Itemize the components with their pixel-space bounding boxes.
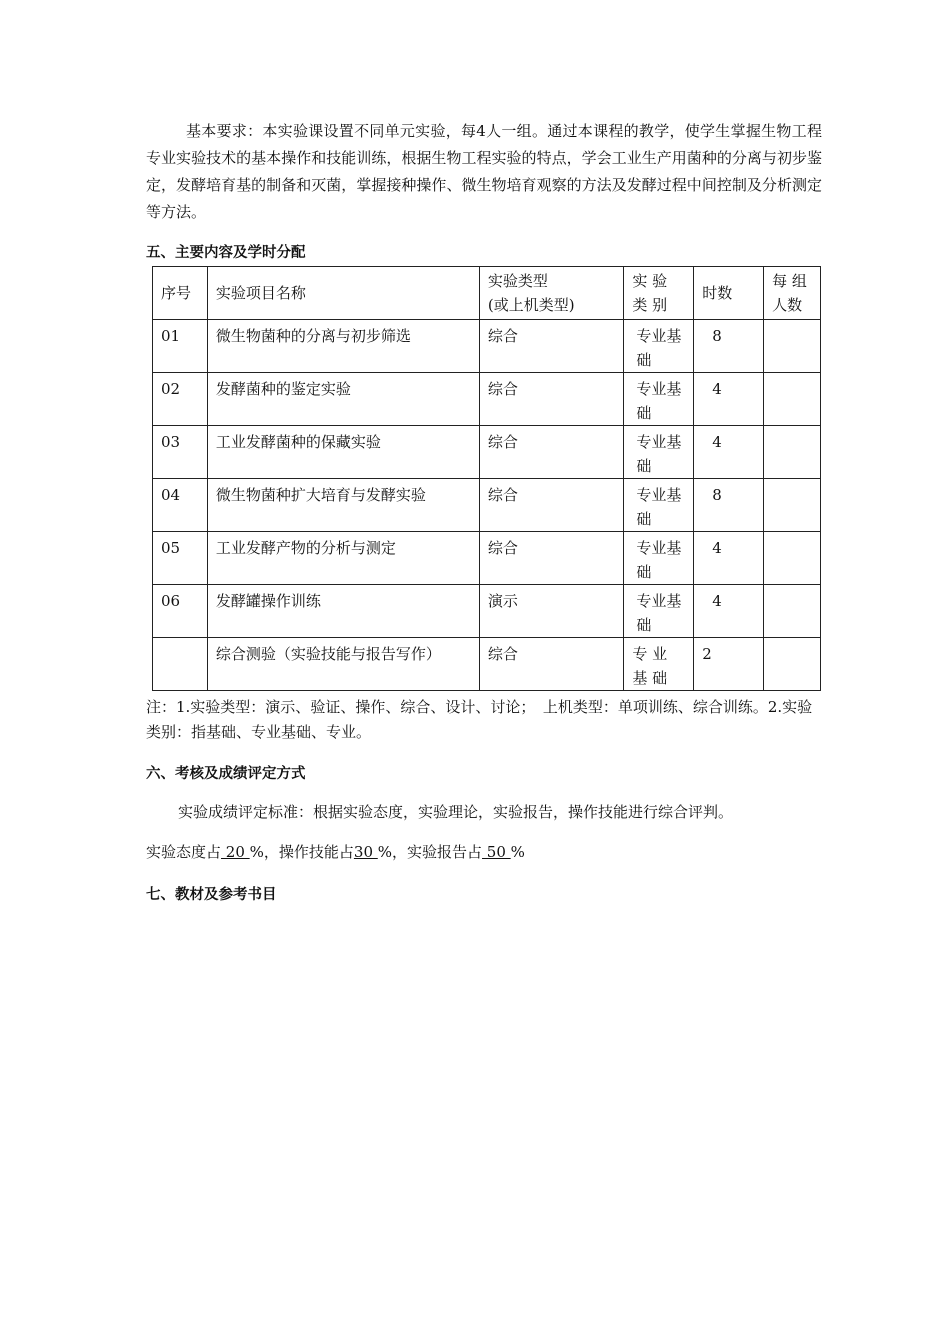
- cell-category: 专业基础: [624, 426, 694, 479]
- cell-group: [764, 532, 821, 585]
- header-name: 实验项目名称: [207, 267, 479, 320]
- section7-heading: 七、教材及参考书目: [146, 887, 277, 903]
- cell-type: 综合: [479, 638, 624, 691]
- cell-group: [764, 320, 821, 373]
- cell-seq: 01: [153, 320, 208, 373]
- cell-hours: 8: [694, 320, 764, 373]
- grading-criteria: 实验成绩评定标准：根据实验态度，实验理论，实验报告，操作技能进行综合评判。: [178, 803, 734, 821]
- percent-sign: %: [510, 843, 525, 861]
- attitude-label: 实验态度占: [146, 843, 222, 861]
- cell-group: [764, 426, 821, 479]
- cell-seq: 04: [153, 479, 208, 532]
- cell-type: 综合: [479, 532, 624, 585]
- table-row: [153, 373, 821, 426]
- report-value: 50: [482, 843, 511, 861]
- basic-requirements-paragraph: 基本要求：本实验课设置不同单元实验，每4人一组。通过本课程的教学，使学生掌握生物工程专业实验技术的基本操作和技能训练，根据生物工程实验的特点，学会工业生产用菌种的分离与初步鉴定，发酵培育基的制备和灭菌，掌握接种操作、微生物培育观察的方法及发酵过程中间控制及分析测定等方法。: [146, 122, 822, 221]
- cell-group: [764, 638, 821, 691]
- table-row: [153, 585, 821, 638]
- table-row: [153, 532, 821, 585]
- cell-seq: [153, 638, 208, 691]
- spacer: [146, 745, 822, 761]
- cell-name: 综合测验（实验技能与报告写作）: [207, 638, 479, 691]
- cell-name: 微生物菌种扩大培育与发酵实验: [207, 479, 479, 532]
- table-note: 注：1.实验类型：演示、验证、操作、综合、设计、讨论； 上机类型：单项训练、综合训练。2.实验类别：指基础、专业基础、专业。: [146, 698, 813, 741]
- cell-hours: 4: [694, 585, 764, 638]
- cell-category: 专业基础: [624, 320, 694, 373]
- cell-type: 演示: [479, 585, 624, 638]
- header-hours: 时数: [694, 267, 764, 320]
- cell-seq: 02: [153, 373, 208, 426]
- table-row: [153, 426, 821, 479]
- table-row: [153, 320, 821, 373]
- header-type-line1: 实验类型: [487, 272, 548, 290]
- header-group: 每 组 人数: [764, 267, 821, 320]
- table-row: [153, 479, 821, 532]
- cell-category: 专业基础: [624, 479, 694, 532]
- cell-category: 专业基础: [624, 585, 694, 638]
- header-category: 实 验 类 别: [624, 267, 694, 320]
- cell-hours: 4: [694, 373, 764, 426]
- header-seq: 序号: [153, 267, 208, 320]
- section5-heading: 五、主要内容及学时分配: [146, 245, 306, 261]
- cell-group: [764, 479, 821, 532]
- cell-hours: 2: [694, 638, 764, 691]
- cell-type: 综合: [479, 426, 624, 479]
- spacer: [146, 226, 822, 240]
- course-plan-table: [152, 266, 821, 691]
- spacer: [146, 787, 822, 799]
- skill-label: %，操作技能占: [249, 843, 354, 861]
- cell-group: [764, 585, 821, 638]
- cell-name: 工业发酵菌种的保藏实验: [207, 426, 479, 479]
- cell-type: 综合: [479, 320, 624, 373]
- spacer: [146, 826, 822, 838]
- spacer: [146, 866, 822, 882]
- cell-group: [764, 373, 821, 426]
- cell-hours: 8: [694, 479, 764, 532]
- cell-seq: 03: [153, 426, 208, 479]
- report-label: %，实验报告占: [377, 843, 483, 861]
- header-type: [479, 267, 624, 320]
- skill-value: 30: [353, 843, 378, 861]
- cell-name: 工业发酵产物的分析与测定: [207, 532, 479, 585]
- cell-hours: 4: [694, 532, 764, 585]
- cell-type: 综合: [479, 479, 624, 532]
- section6-heading: 六、考核及成绩评定方式: [146, 766, 306, 782]
- cell-category: 专业基础: [624, 532, 694, 585]
- cell-name: 发酵菌种的鉴定实验: [207, 373, 479, 426]
- cell-hours: 4: [694, 426, 764, 479]
- cell-category: 专业基础: [624, 373, 694, 426]
- attitude-value: 20: [221, 843, 250, 861]
- cell-category: 专 业 基 础: [624, 638, 694, 691]
- cell-name: 发酵罐操作训练: [207, 585, 479, 638]
- table-row: [153, 638, 821, 691]
- table-header-row: [153, 267, 821, 320]
- cell-type: 综合: [479, 373, 624, 426]
- header-type-line2: (或上机类型): [487, 296, 575, 314]
- cell-seq: 06: [153, 585, 208, 638]
- grading-weights: [146, 838, 822, 866]
- document-page: [146, 118, 822, 908]
- cell-name: 微生物菌种的分离与初步筛选: [207, 320, 479, 373]
- cell-seq: 05: [153, 532, 208, 585]
